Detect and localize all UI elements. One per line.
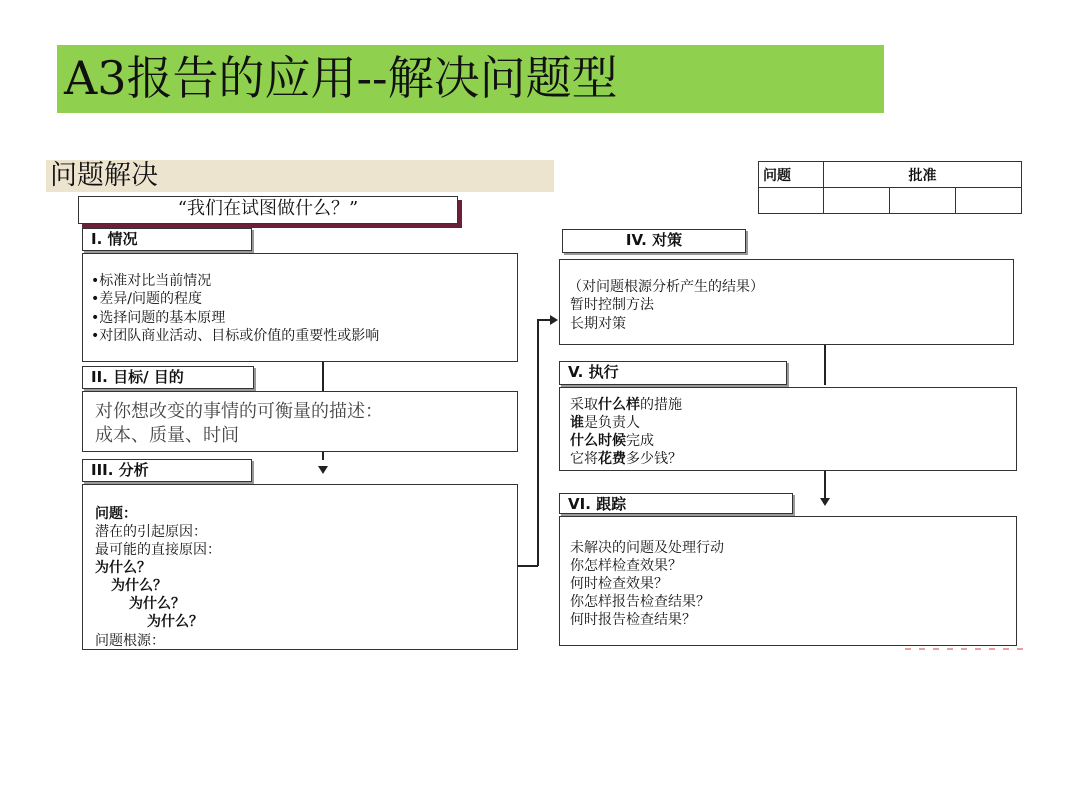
analysis-header: III. 分析 <box>82 459 252 482</box>
execution-item: 什么时候完成 <box>570 433 654 449</box>
analysis-item: 为什么？ <box>111 578 167 594</box>
countermeasures-box <box>559 259 1014 345</box>
followup-item: 未解决的问题及处理行动 <box>570 540 724 556</box>
guiding-question: “我们在试图做什么？” <box>78 196 458 224</box>
situation-item: •差异/问题的程度 <box>91 291 202 307</box>
situation-box <box>82 253 518 362</box>
connector-line <box>537 319 539 566</box>
followup-item: 你怎样报告检查结果？ <box>570 594 710 610</box>
analysis-box <box>82 484 518 650</box>
goal-item: 对你想改变的事情的可衡量的描述： <box>95 401 383 422</box>
countermeasures-item: 暂时控制方法 <box>570 297 654 313</box>
countermeasures-item: （对问题根源分析产生的结果） <box>568 279 764 295</box>
approval-cell <box>889 188 955 214</box>
situation-item: •对团队商业活动、目标或价值的重要性或影响 <box>91 328 380 344</box>
execution-item: 谁是负责人 <box>570 415 640 431</box>
analysis-item: 问题根源： <box>95 633 165 649</box>
countermeasures-header: IV. 对策 <box>562 229 746 253</box>
situation-header: I. 情况 <box>82 228 252 251</box>
goal-item: 成本、质量、时间 <box>95 425 239 446</box>
approval-header-problem: 问题 <box>759 162 824 188</box>
goal-box <box>82 391 518 452</box>
page-title: A3报告的应用--解决问题型 <box>64 51 618 105</box>
followup-header: VI. 跟踪 <box>559 493 793 514</box>
situation-item: •标准对比当前情况 <box>91 273 212 289</box>
execution-item: 采取什么样的措施 <box>570 397 682 413</box>
followup-item: 何时检查效果？ <box>570 576 668 592</box>
approval-cell <box>955 188 1021 214</box>
analysis-item: 为什么？ <box>147 614 203 630</box>
situation-item: •选择问题的基本原理 <box>91 310 226 326</box>
followup-item: 你怎样检查效果？ <box>570 558 682 574</box>
approval-table <box>758 161 1022 214</box>
connector-line <box>537 319 551 321</box>
connector-line <box>824 471 826 499</box>
execution-header: V. 执行 <box>559 361 787 385</box>
approval-cell <box>824 188 890 214</box>
followup-item: 何时报告检查结果？ <box>570 612 696 628</box>
arrow-down-icon <box>318 466 328 474</box>
analysis-item: 最可能的直接原因： <box>95 542 221 558</box>
execution-box <box>559 387 1017 471</box>
section-label: 问题解决 <box>50 160 158 191</box>
decorative-dashes <box>905 648 1025 650</box>
followup-box <box>559 516 1017 646</box>
analysis-item: 潜在的引起原因： <box>95 524 207 540</box>
analysis-item: 问题： <box>95 506 137 522</box>
connector-line <box>518 565 538 567</box>
countermeasures-item: 长期对策 <box>570 316 626 332</box>
approval-header-approve: 批准 <box>824 162 1022 188</box>
analysis-item: 为什么？ <box>129 596 185 612</box>
arrow-down-icon <box>820 498 830 506</box>
approval-cell <box>759 188 824 214</box>
goal-header: II. 目标/ 目的 <box>82 366 254 389</box>
analysis-item: 为什么？ <box>95 560 151 576</box>
arrow-right-icon <box>550 315 558 325</box>
connector-line <box>824 345 826 385</box>
execution-item: 它将花费多少钱？ <box>570 451 682 467</box>
